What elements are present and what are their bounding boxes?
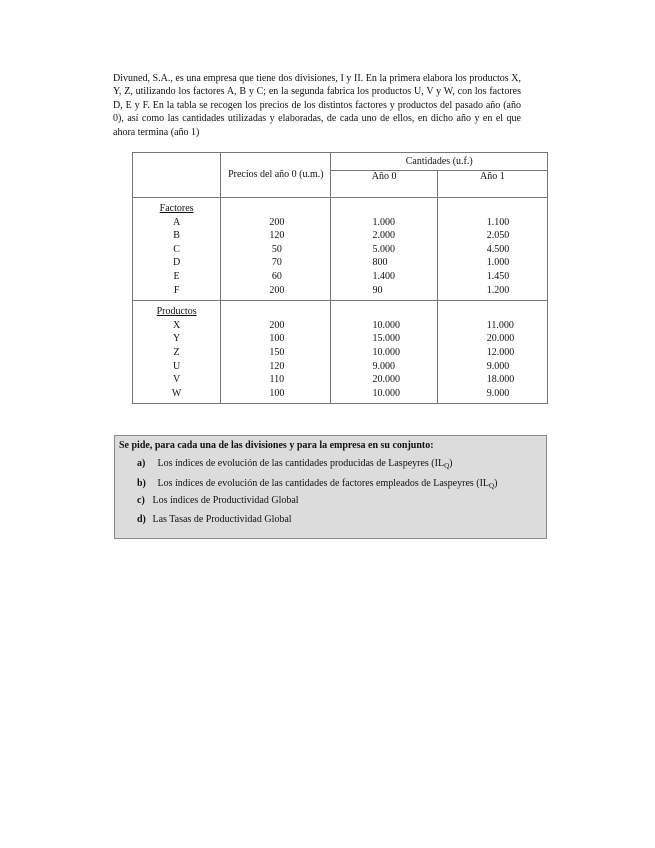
row-name: C <box>173 243 180 255</box>
question-text: Los índices de Productividad Global <box>152 495 299 506</box>
row-qty-year0: 800 <box>372 257 388 269</box>
row-qty-year1: 20.000 <box>486 333 515 345</box>
section-title: Factores <box>159 203 194 214</box>
question-d <box>137 514 292 525</box>
row-qty-year0: 1.400 <box>372 270 395 282</box>
year1-column <box>437 301 547 404</box>
table-section <box>133 301 548 404</box>
row-qty-year0: 10.000 <box>372 346 400 358</box>
questions-title: Se pide, para cada una de las divisiones y para la empresa en su conjunto: <box>119 440 434 451</box>
question-b <box>137 478 497 490</box>
row-name: W <box>171 387 182 399</box>
year0-column <box>331 301 437 404</box>
question-label: d) <box>137 514 146 525</box>
row-price: 70 <box>271 257 282 269</box>
intro-paragraph: Divuned, S.A., es una empresa que tiene dos divisiones, I y II. En la primera elabora los productos X, Y, Z, utilizando los factores A, B y C; en la segunda fabrica los productos U, V y W, con los factores D, E y F. En la tabla se recogen los precios de los distintos factores y productos del pasado año (año 0), así como las cantidades utilizadas y elaboradas, de cada uno de ellos, en dicho año y en el que ahora termina (año 1) <box>113 73 521 138</box>
header-cantidades: Cantidades (u.f.) <box>331 153 548 171</box>
row-qty-year1: 1.100 <box>486 216 510 228</box>
row-price: 100 <box>269 387 285 399</box>
question-a <box>137 458 452 470</box>
row-price: 200 <box>269 284 285 296</box>
row-price: 100 <box>269 333 285 345</box>
row-price: 60 <box>271 270 282 282</box>
year1-column <box>437 198 547 301</box>
spacer <box>221 202 330 216</box>
label-column <box>133 198 221 301</box>
row-qty-year0: 10.000 <box>372 387 400 399</box>
row-price: 120 <box>269 230 285 242</box>
row-price: 110 <box>269 374 285 386</box>
section-title: Productos <box>156 306 197 318</box>
row-name: V <box>172 374 181 386</box>
row-name: E <box>173 270 180 282</box>
label-column <box>133 301 221 404</box>
spacer <box>221 305 330 319</box>
row-price: 200 <box>269 319 285 331</box>
row-qty-year0: 9.000 <box>372 360 395 372</box>
row-qty-year1: 1.450 <box>486 270 510 282</box>
row-qty-year0: 10.000 <box>372 319 400 331</box>
data-table <box>132 152 548 404</box>
row-price: 200 <box>269 216 285 228</box>
header-year-1: Año 1 <box>437 171 547 198</box>
questions-box <box>114 435 547 539</box>
price-column <box>221 301 331 404</box>
row-qty-year0: 20.000 <box>372 374 400 386</box>
table-corner-cell <box>133 153 221 198</box>
row-name: A <box>172 216 181 228</box>
row-qty-year1: 9.000 <box>486 387 510 399</box>
row-qty-year1: 12.000 <box>486 346 515 358</box>
row-qty-year1: 11.000 <box>486 319 514 331</box>
row-qty-year1: 1.200 <box>486 284 510 296</box>
spacer <box>438 202 547 216</box>
question-text: Las Tasas de Productividad Global <box>152 514 292 525</box>
row-qty-year0: 5.000 <box>372 243 395 255</box>
row-name: Z <box>173 346 180 358</box>
spacer <box>438 305 547 319</box>
row-name: F <box>173 284 180 296</box>
row-qty-year1: 18.000 <box>486 374 515 386</box>
row-name: Y <box>172 333 181 345</box>
row-price: 120 <box>269 360 285 372</box>
row-name: X <box>172 319 181 331</box>
question-c <box>137 495 299 506</box>
row-qty-year0: 1.000 <box>372 216 395 228</box>
spacer <box>331 305 436 319</box>
row-qty-year1: 1.000 <box>486 257 510 269</box>
spacer <box>331 202 436 216</box>
question-subscript: Q <box>489 482 495 490</box>
row-name: D <box>172 257 181 269</box>
row-qty-year1: 2.050 <box>486 230 510 242</box>
question-subscript: Q <box>444 462 450 470</box>
question-suffix: ) <box>449 458 453 469</box>
row-qty-year0: 90 <box>372 284 383 296</box>
question-text: Los índices de evolución de las cantidades de factores empleados de Laspeyres (IL <box>157 478 490 489</box>
row-qty-year1: 4.500 <box>486 243 510 255</box>
year0-column <box>331 198 437 301</box>
price-column <box>221 198 331 301</box>
row-name: B <box>173 230 180 242</box>
row-name: U <box>172 360 181 372</box>
table-section <box>133 198 548 301</box>
row-qty-year1: 9.000 <box>486 360 510 372</box>
row-price: 150 <box>269 346 285 358</box>
header-year-0: Año 0 <box>331 171 437 198</box>
question-label: a) <box>137 458 146 469</box>
question-suffix: ) <box>494 478 498 489</box>
question-label: c) <box>137 495 145 506</box>
row-qty-year0: 15.000 <box>372 333 400 345</box>
row-qty-year0: 2.000 <box>372 230 395 242</box>
question-label: b) <box>137 478 146 489</box>
question-text: Los índices de evolución de las cantidades producidas de Laspeyres (IL <box>157 458 445 469</box>
row-price: 50 <box>271 243 282 255</box>
header-precios: Precios del año 0 (u.m.) <box>221 153 331 198</box>
